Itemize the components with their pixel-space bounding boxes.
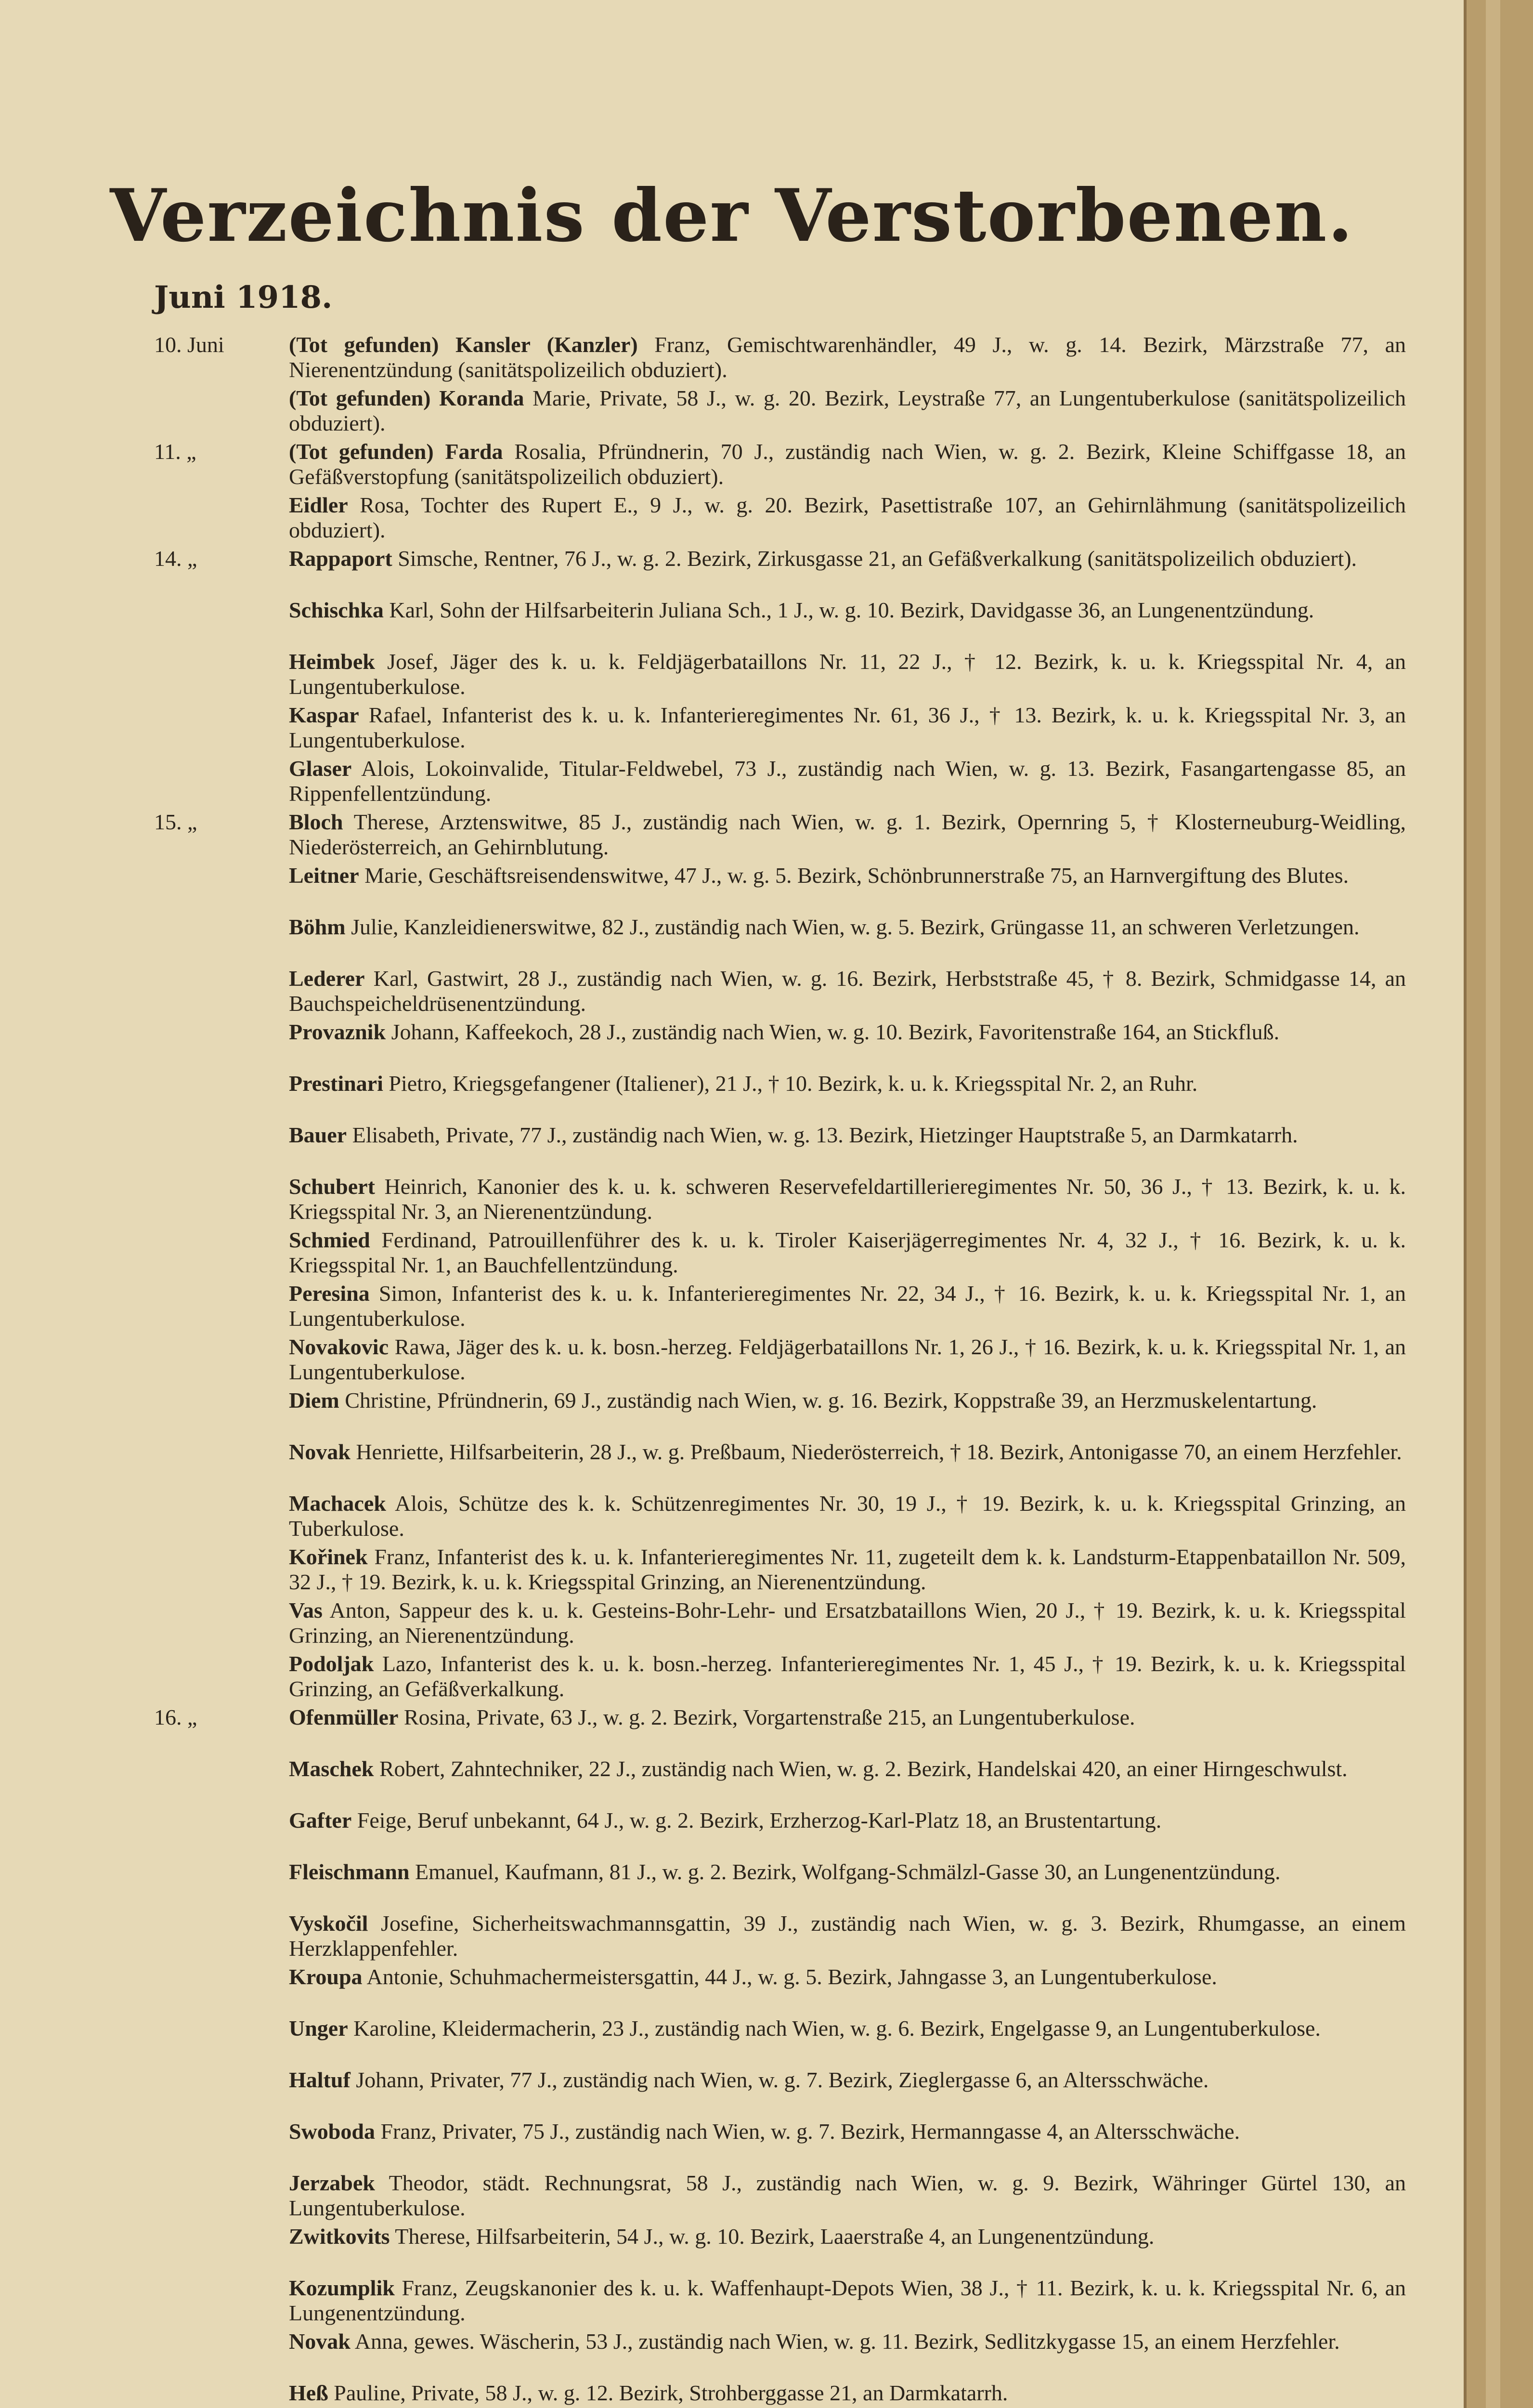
deceased-name: Heimbek: [289, 649, 375, 674]
deceased-name: Zwitkovits: [289, 2224, 390, 2249]
entry-text: [289, 1911, 1406, 1961]
entry-details: Johann, Privater, 77 J., zuständig nach Wien, w. g. 7. Bezirk, Zieglergasse 6, an Altersschwäche.: [350, 2068, 1209, 2092]
entry-details: Therese, Arztenswitwe, 85 J., zuständig nach Wien, w. g. 1. Bezirk, Opernring 5, † Klosterneuburg-Weidling, Niederösterreich, an Gehirnblutung.: [289, 810, 1406, 859]
entry-details: Emanuel, Kaufmann, 81 J., w. g. 2. Bezirk, Wolfgang-Schmälzl-Gasse 30, an Lungenentzündung.: [409, 1859, 1281, 1884]
entry-details: Franz, Gemischtwarenhändler, 49 J., w. g. 14. Bezirk, Märzstraße 77, an Nierenentzündung (sanitätspolizeilich obduziert).: [289, 332, 1406, 382]
entry-text: [289, 1335, 1406, 1385]
entry-text: [289, 1123, 1406, 1148]
register-entry: [0, 1964, 1464, 2013]
entry-details: Christine, Pfründnerin, 69 J., zuständig nach Wien, w. g. 16. Bezirk, Koppstraße 39, an Herzmuskelentartung.: [339, 1388, 1317, 1413]
entry-date: 10. Juni: [154, 332, 224, 357]
entry-details: Ferdinand, Patrouillenführer des k. u. k. Tiroler Kaiserjägerregimentes Nr. 4, 32 J., † 16. Bezirk, k. u. k. Kriegsspital Nr. 1, an Bauchfellentzündung.: [289, 1228, 1406, 1277]
register-entry: [0, 649, 1464, 699]
register-entry: [0, 1808, 1464, 1856]
entry-text: [289, 2068, 1406, 2093]
deceased-name: Kozumplik: [289, 2276, 395, 2300]
entry-text: [289, 2276, 1406, 2326]
entry-details: Josef, Jäger des k. u. k. Feldjägerbataillons Nr. 11, 22 J., † 12. Bezirk, k. u. k. Kriegsspital Nr. 4, an Lungentuberkulose.: [289, 649, 1406, 699]
register-entry: [0, 1388, 1464, 1436]
entry-details: Rawa, Jäger des k. u. k. bosn.-herzeg. Feldjägerbataillons Nr. 1, 26 J., † 16. Bezirk, k. u. k. Kriegsspital Nr. 1, an Lungentuberkulose.: [289, 1335, 1406, 1384]
register-entry: [0, 2329, 1464, 2377]
deceased-name: Peresina: [289, 1281, 370, 1306]
entry-details: Robert, Zahntechniker, 22 J., zuständig nach Wien, w. g. 2. Bezirk, Handelskai 420, an einer Hirngeschwulst.: [374, 1756, 1348, 1781]
register-entry: [0, 1544, 1464, 1595]
entry-text: [289, 1859, 1406, 1885]
deceased-name: Prestinari: [289, 1071, 383, 1096]
deceased-name: Unger: [289, 2016, 348, 2041]
deceased-name: Kaspar: [289, 703, 359, 727]
deceased-name: Kořinek: [289, 1544, 368, 1569]
entry-text: [289, 1491, 1406, 1541]
entry-text: [289, 1598, 1406, 1648]
entry-text: [289, 966, 1406, 1016]
register-entry: [0, 546, 1464, 594]
entry-text: [289, 1964, 1406, 1989]
register-entry: [0, 2068, 1464, 2116]
deceased-name: Kroupa: [289, 1964, 363, 1989]
entry-text: [289, 1651, 1406, 1701]
entry-details: Lazo, Infanterist des k. u. k. bosn.-herzeg. Infanterieregimentes Nr. 1, 45 J., † 19. Bezirk, k. u. k. Kriegsspital Grinzing, an Gefäßverkalkung.: [289, 1651, 1406, 1701]
entry-details: Anna, gewes. Wäscherin, 53 J., zuständig nach Wien, w. g. 11. Bezirk, Sedlitzkygasse 15, an einem Herzfehler.: [350, 2329, 1340, 2354]
entry-details: Pietro, Kriegsgefangener (Italiener), 21 J., † 10. Bezirk, k. u. k. Kriegsspital Nr. 2, an Ruhr.: [383, 1071, 1198, 1096]
entry-details: Franz, Privater, 75 J., zuständig nach Wien, w. g. 7. Bezirk, Hermanngasse 4, an Altersschwäche.: [375, 2119, 1240, 2144]
entry-text: [289, 439, 1406, 489]
entry-details: Marie, Geschäftsreisendenswitwe, 47 J., w. g. 5. Bezirk, Schönbrunnerstraße 75, an Harnvergiftung des Blutes.: [359, 863, 1349, 888]
register-entry: [0, 756, 1464, 806]
entry-details: Anton, Sappeur des k. u. k. Gesteins-Bohr-Lehr- und Ersatzbataillons Wien, 20 J., † 19. Bezirk, k. u. k. Kriegsspital Grinzing, an Nierenentzündung.: [289, 1598, 1406, 1648]
entry-text: [289, 598, 1406, 623]
register-entry: [0, 1335, 1464, 1385]
register-entry: [0, 493, 1464, 543]
register-entry: [0, 810, 1464, 860]
entry-text: [289, 1388, 1406, 1413]
entry-details: Antonie, Schuhmachermeistersgattin, 44 J., w. g. 5. Bezirk, Jahngasse 3, an Lungentuberkulose.: [362, 1964, 1217, 1989]
entry-details: Karl, Gastwirt, 28 J., zuständig nach Wien, w. g. 16. Bezirk, Herbststraße 45, † 8. Bezirk, Schmidgasse 14, an Bauchspeicheldrüsenentzündung.: [289, 966, 1406, 1016]
register-entry: [0, 2016, 1464, 2064]
entry-details: Karl, Sohn der Hilfsarbeiterin Juliana Sch., 1 J., w. g. 10. Bezirk, Davidgasse 36, an Lungenentzündung.: [383, 598, 1314, 622]
deceased-name: Machacek: [289, 1491, 386, 1516]
entry-text: [289, 1020, 1406, 1045]
entry-text: [289, 2329, 1406, 2354]
register-entry: [0, 598, 1464, 646]
deceased-name: Provaznik: [289, 1020, 386, 1044]
entry-details: Karoline, Kleidermacherin, 23 J., zuständig nach Wien, w. g. 6. Bezirk, Engelgasse 9, an Lungentuberkulose.: [348, 2016, 1321, 2041]
deceased-name: Ofenmüller: [289, 1705, 399, 1729]
entry-text: [289, 1440, 1406, 1465]
entry-text: [289, 703, 1406, 753]
entry-details: Rosa, Tochter des Rupert E., 9 J., w. g. 20. Bezirk, Pasettistraße 107, an Gehirnlähmung (sanitätspolizeilich obduziert).: [289, 493, 1406, 542]
deceased-name: Novak: [289, 1440, 351, 1464]
register-entry: [0, 2171, 1464, 2221]
entry-date: 11. „: [154, 439, 196, 464]
entry-text: [289, 2171, 1406, 2221]
register-entry: [0, 386, 1464, 436]
deceased-name: Schubert: [289, 1174, 375, 1199]
entry-details: Henriette, Hilfsarbeiterin, 28 J., w. g. Preßbaum, Niederösterreich, † 18. Bezirk, Antonigasse 70, an einem Herzfehler.: [350, 1440, 1402, 1464]
deceased-name: Novak: [289, 2329, 351, 2354]
entry-details: Josefine, Sicherheitswachmannsgattin, 39 J., zuständig nach Wien, w. g. 3. Bezirk, Rhumgasse, an einem Herzklappenfehler.: [289, 1911, 1406, 1961]
deceased-name: Glaser: [289, 756, 352, 781]
entry-text: [289, 2119, 1406, 2144]
entry-text: [289, 1228, 1406, 1278]
deceased-name: Leitner: [289, 863, 359, 888]
deceased-name: Fleischmann: [289, 1859, 410, 1884]
entry-details: Alois, Lokoinvalide, Titular-Feldwebel, 73 J., zuständig nach Wien, w. g. 13. Bezirk, Fasangartengasse 85, an Rippenfellentzündung.: [289, 756, 1406, 806]
deceased-name: Vas: [289, 1598, 323, 1623]
register-entry: [0, 1598, 1464, 1648]
page-title: Verzeichnis der Verstorbenen.: [110, 173, 1354, 258]
entry-text: [289, 1756, 1406, 1781]
entry-details: Elisabeth, Private, 77 J., zuständig nach Wien, w. g. 13. Bezirk, Hietzinger Hauptstraße 5, an Darmkatarrh.: [347, 1123, 1298, 1147]
register-entry: [0, 1071, 1464, 1119]
entry-text: [289, 863, 1406, 888]
entry-details: Simsche, Rentner, 76 J., w. g. 2. Bezirk, Zirkusgasse 21, an Gefäßverkalkung (sanitätspolizeilich obduziert).: [392, 546, 1357, 571]
entry-details: Julie, Kanzleidienerswitwe, 82 J., zuständig nach Wien, w. g. 5. Bezirk, Grüngasse 11, an schweren Verletzungen.: [345, 915, 1360, 939]
book-page-edge: [1464, 0, 1533, 2408]
register-entry: [0, 1859, 1464, 1908]
entry-details: Rosalia, Pfründnerin, 70 J., zuständig nach Wien, w. g. 2. Bezirk, Kleine Schiffgasse 18, an Gefäßverstopfung (sanitätspolizeilich obduziert).: [289, 439, 1406, 489]
entry-details: Heinrich, Kanonier des k. u. k. schweren Reservefeldartillerieregimentes Nr. 50, 36 J., † 13. Bezirk, k. u. k. Kriegsspital Nr. 3, an Nierenentzündung.: [289, 1174, 1406, 1224]
entry-text: [289, 2016, 1406, 2041]
deceased-name: Bloch: [289, 810, 343, 834]
register-entry: [0, 1174, 1464, 1224]
deceased-name: Swoboda: [289, 2119, 375, 2144]
entry-text: [289, 1281, 1406, 1331]
register-entry: [0, 966, 1464, 1016]
entry-details: Pauline, Private, 58 J., w. g. 12. Bezirk, Strohberggasse 21, an Darmkatarrh.: [328, 2381, 1008, 2405]
deceased-name: Lederer: [289, 966, 365, 991]
entry-details: Feige, Beruf unbekannt, 64 J., w. g. 2. Bezirk, Erzherzog-Karl-Platz 18, an Brustentartung.: [351, 1808, 1162, 1832]
deceased-name: Vyskočil: [289, 1911, 368, 1936]
entry-text: [289, 1705, 1406, 1730]
entry-text: [289, 810, 1406, 860]
register-entry: [0, 863, 1464, 911]
entry-details: Simon, Infanterist des k. u. k. Infanterieregimentes Nr. 22, 34 J., † 16. Bezirk, k. u. k. Kriegsspital Nr. 1, an Lungentuberkulose.: [289, 1281, 1406, 1331]
register-entry: [0, 1123, 1464, 1171]
deceased-name: Gafter: [289, 1808, 352, 1832]
deceased-name: Haltuf: [289, 2068, 351, 2092]
entry-text: [289, 1808, 1406, 1833]
deceased-name: (Tot gefunden) Kansler (Kanzler): [289, 332, 638, 357]
register-entry: [0, 703, 1464, 753]
entry-details: Rosina, Private, 63 J., w. g. 2. Bezirk, Vorgartenstraße 215, an Lungentuberkulose.: [398, 1705, 1135, 1729]
register-entry: [0, 1756, 1464, 1805]
deceased-name: Bauer: [289, 1123, 347, 1147]
register-entry: [0, 2276, 1464, 2326]
entry-text: [289, 756, 1406, 806]
deceased-name: (Tot gefunden) Koranda: [289, 386, 524, 410]
register-entry: [0, 1281, 1464, 1331]
register-entry: [0, 2119, 1464, 2167]
deceased-name: Eidler: [289, 493, 348, 517]
entry-details: Franz, Infanterist des k. u. k. Infanterieregimentes Nr. 11, zugeteilt dem k. k. Landsturm-Etappenbataillon Nr. 509, 32 J., † 19. Bezirk, k. u. k. Kriegsspital Grinzing, an Nierenentzündung.: [289, 1544, 1406, 1594]
deceased-name: Rappaport: [289, 546, 392, 571]
entry-text: [289, 1544, 1406, 1595]
deceased-name: Heß: [289, 2381, 328, 2405]
register-entry: [0, 1228, 1464, 1278]
entry-text: [289, 2381, 1406, 2406]
entry-text: [289, 2224, 1406, 2249]
register-entry: [0, 1911, 1464, 1961]
deceased-name: Böhm: [289, 915, 346, 939]
register-entry: [0, 1651, 1464, 1701]
entry-details: Alois, Schütze des k. k. Schützenregimentes Nr. 30, 19 J., † 19. Bezirk, k. u. k. Kriegsspital Grinzing, an Tuberkulose.: [289, 1491, 1406, 1541]
entry-text: [289, 332, 1406, 382]
register-entry: [0, 1705, 1464, 1753]
entry-details: Rafael, Infanterist des k. u. k. Infanterieregimentes Nr. 61, 36 J., † 13. Bezirk, k. u. k. Kriegsspital Nr. 3, an Lungentuberkulose.: [289, 703, 1406, 752]
month-heading: Juni 1918.: [154, 279, 333, 315]
entry-text: [289, 1071, 1406, 1096]
register-entry: [0, 2381, 1464, 2408]
entry-details: Therese, Hilfsarbeiterin, 54 J., w. g. 10. Bezirk, Laaerstraße 4, an Lungenentzündung.: [390, 2224, 1155, 2249]
deceased-name: Schischka: [289, 598, 384, 622]
register-entry: [0, 1440, 1464, 1488]
entry-date: 16. „: [154, 1705, 197, 1729]
entry-details: Franz, Zeugskanonier des k. u. k. Waffenhaupt-Depots Wien, 38 J., † 11. Bezirk, k. u. k. Kriegsspital Nr. 6, an Lungenentzündung.: [289, 2276, 1406, 2325]
page-edge-shading: [1486, 0, 1500, 2408]
entry-text: [289, 493, 1406, 543]
deceased-name: Maschek: [289, 1756, 374, 1781]
register-entry: [0, 1020, 1464, 1068]
death-register-list: [0, 332, 1464, 2408]
deceased-name: Diem: [289, 1388, 339, 1413]
register-entry: [0, 1491, 1464, 1541]
entry-date: 14. „: [154, 546, 197, 571]
deceased-name: Podoljak: [289, 1651, 374, 1676]
entry-text: [289, 1174, 1406, 1224]
deceased-name: Schmied: [289, 1228, 370, 1252]
entry-text: [289, 546, 1406, 571]
register-entry: [0, 439, 1464, 489]
entry-text: [289, 915, 1406, 940]
entry-date: 15. „: [154, 810, 197, 834]
deceased-name: Jerzabek: [289, 2171, 375, 2195]
deceased-name: (Tot gefunden) Farda: [289, 439, 503, 464]
entry-text: [289, 649, 1406, 699]
deceased-name: Novakovic: [289, 1335, 389, 1359]
entry-text: [289, 386, 1406, 436]
entry-details: Johann, Kaffeekoch, 28 J., zuständig nach Wien, w. g. 10. Bezirk, Favoritenstraße 164, an Stickfluß.: [386, 1020, 1280, 1044]
register-entry: [0, 2224, 1464, 2272]
register-entry: [0, 915, 1464, 963]
entry-details: Theodor, städt. Rechnungsrat, 58 J., zuständig nach Wien, w. g. 9. Bezirk, Währinger Gürtel 130, an Lungentuberkulose.: [289, 2171, 1406, 2220]
register-entry: [0, 332, 1464, 382]
entry-details: Marie, Private, 58 J., w. g. 20. Bezirk, Leystraße 77, an Lungentuberkulose (sanitätspolizeilich obduziert).: [289, 386, 1406, 435]
